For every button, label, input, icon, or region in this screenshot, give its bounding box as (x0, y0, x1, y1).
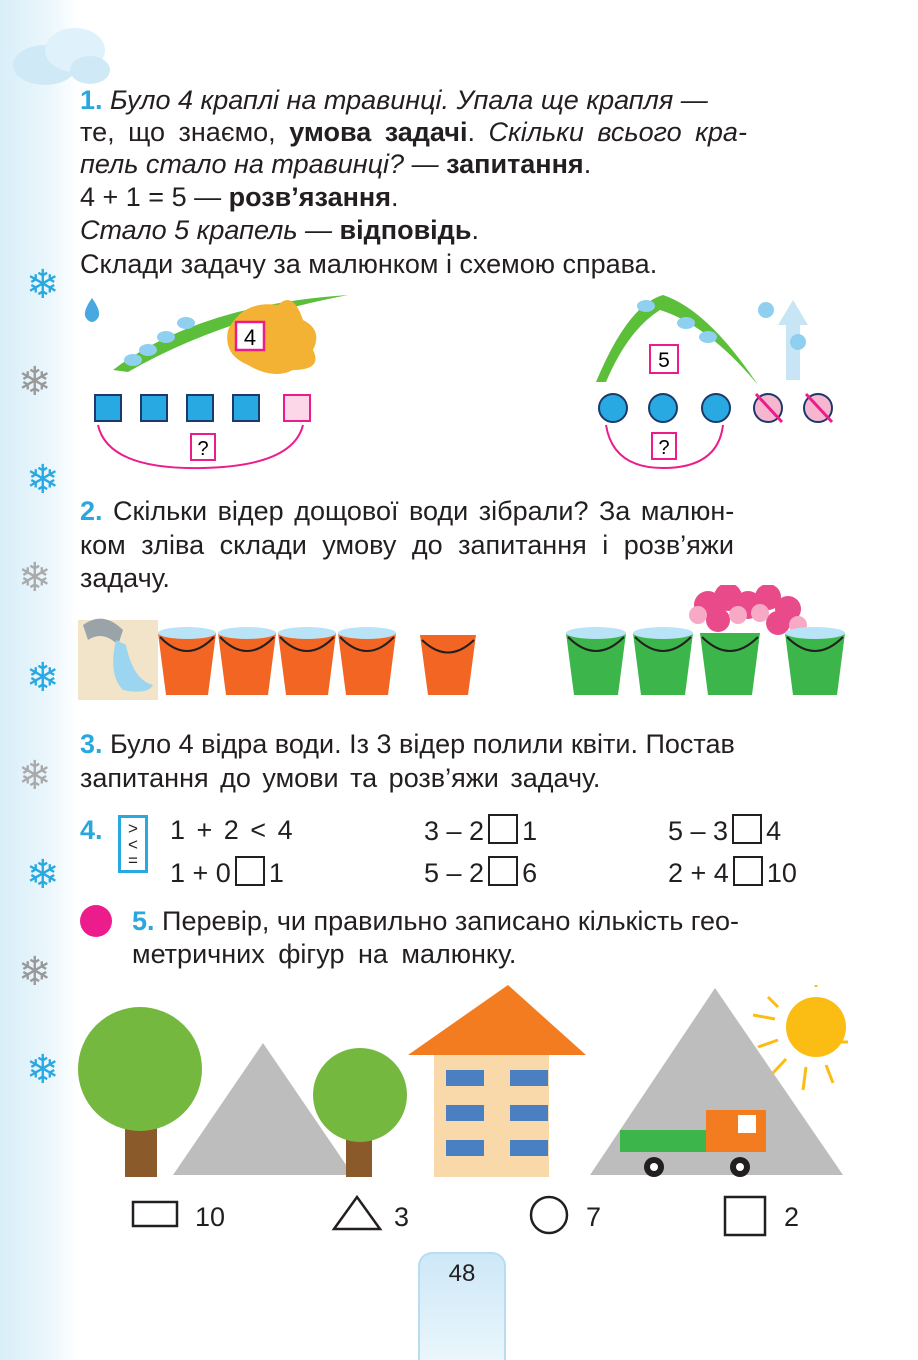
expression-6: 2 + 4 10 (668, 858, 797, 888)
task1-line2: те, що знаємо, умова задачі. Скільки всього кра- (80, 117, 747, 147)
square-count: 2 (784, 1202, 800, 1232)
task-number: 2. (80, 496, 103, 526)
snowflake-icon: ❄ (26, 853, 60, 897)
task2-line1: 2. Скільки відер дощової води зібрали? За малюн- (80, 496, 735, 526)
expression-1: 1 + 2 < 4 (170, 815, 293, 845)
task5-line2: метричних фігур на малюнку. (132, 939, 517, 969)
snowflake-icon: ❄ (26, 656, 60, 700)
task1-line4: 4 + 1 = 5 — розв’язання. (80, 182, 399, 212)
comparison-signs-box: > < = (118, 815, 148, 873)
snowflake-icon: ❄ (18, 360, 52, 404)
shapes-picture (78, 985, 848, 1180)
task3-line1: 3. Було 4 відра води. Із 3 відер полили квіти. Постав (80, 729, 735, 759)
right-drops-scheme (588, 290, 848, 475)
circle-icon (528, 1194, 572, 1238)
task3-line2: запитання до умови та розв’яжи задачу. (80, 763, 601, 793)
snowflake-icon: ❄ (26, 1048, 60, 1092)
task1-line1: 1. Було 4 краплі на травинці. Упала ще крапля — (80, 85, 708, 115)
rectangle-count: 10 (195, 1202, 226, 1232)
answer-box[interactable] (488, 856, 518, 886)
answer-box[interactable] (732, 814, 762, 844)
right-question: ? (658, 437, 670, 459)
task1-line5: Стало 5 крапель — відповідь. (80, 215, 479, 245)
task1-line6: Склади задачу за малюнком і схемою справа. (80, 249, 658, 279)
snowflake-icon: ❄ (18, 556, 52, 600)
right-top-label: 5 (658, 349, 670, 372)
expression-4: 1 + 0 1 (170, 858, 284, 888)
leaf-label: 4 (243, 325, 257, 350)
circle-count: 7 (586, 1202, 602, 1232)
task2-line2: ком зліва склади умову до запитання і розв’яжи (80, 530, 734, 560)
task5-line1: 5. Перевір, чи правильно записано кількість гео- (132, 906, 740, 936)
snowflake-icon: ❄ (26, 263, 60, 307)
answer-box[interactable] (488, 814, 518, 844)
expression-3: 5 – 3 4 (668, 816, 782, 846)
snowflake-icon: ❄ (18, 754, 52, 798)
snowflake-icon: ❄ (18, 950, 52, 994)
square-icon (722, 1194, 768, 1238)
snowflake-icon: ❄ (26, 458, 60, 502)
triangle-count: 3 (394, 1202, 410, 1232)
expression-2: 3 – 2 1 (424, 816, 538, 846)
answer-box[interactable] (235, 856, 265, 886)
left-question: ? (197, 438, 209, 460)
expression-5: 5 – 2 6 (424, 858, 538, 888)
page-number: 48 (448, 1260, 476, 1287)
task-number: 3. (80, 729, 103, 759)
left-drops-scheme (78, 290, 358, 475)
triangle-icon (330, 1193, 385, 1233)
rectangle-icon (130, 1197, 182, 1231)
task1-line3: пель стало на травинці? — запитання. (80, 149, 592, 179)
task-number: 5. (132, 906, 155, 936)
task-number: 4. (80, 815, 103, 845)
buckets-illustration (78, 585, 848, 703)
answer-box[interactable] (733, 856, 763, 886)
task-number: 1. (80, 85, 103, 115)
cloud-decoration (5, 20, 115, 90)
task2-line3: задачу. (80, 563, 170, 593)
pink-dot-icon (80, 905, 112, 937)
